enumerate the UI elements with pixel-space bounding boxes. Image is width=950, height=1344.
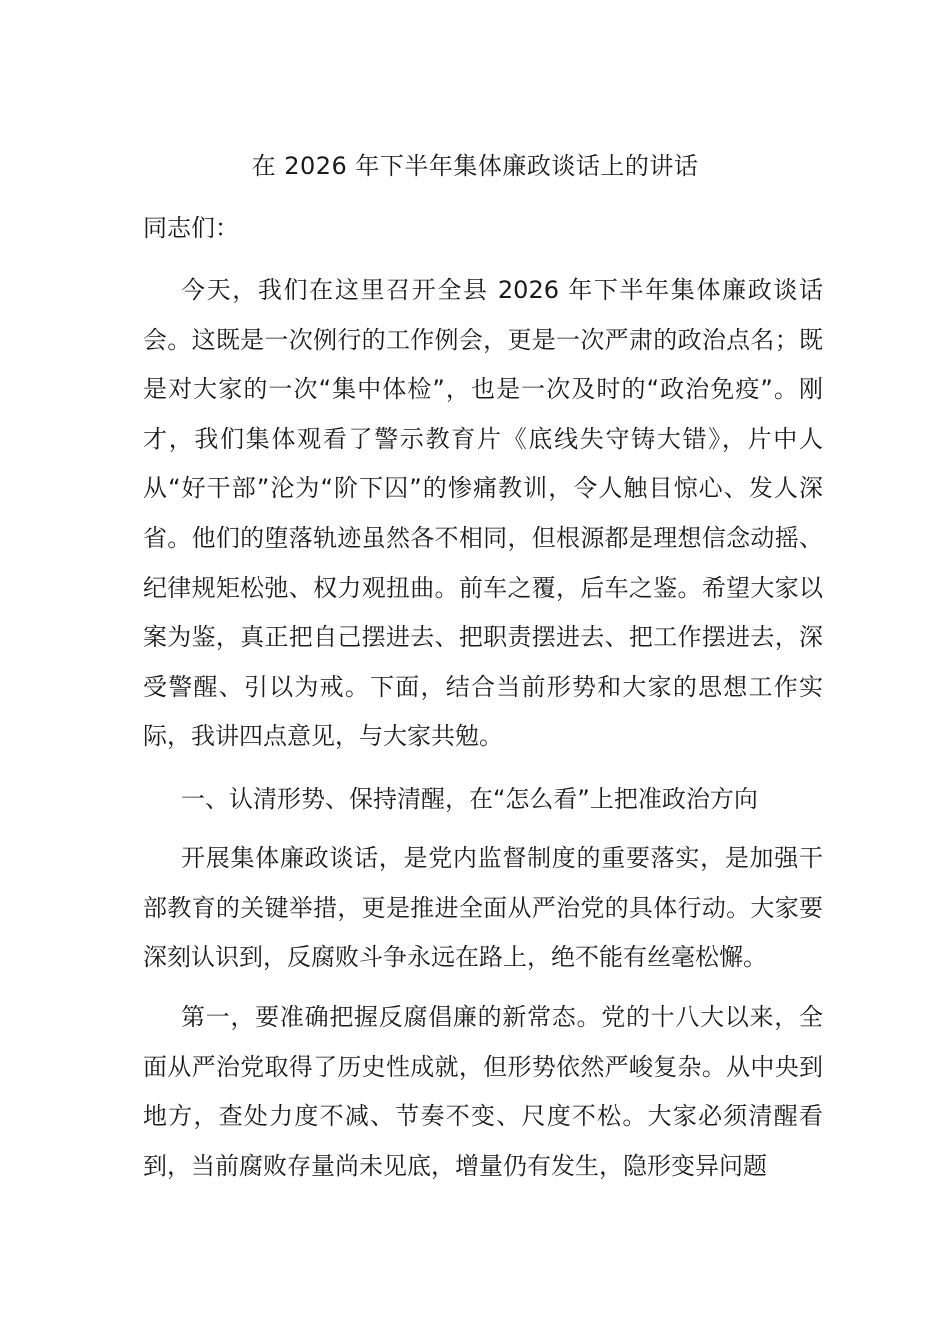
section-heading-1: 一、认清形势、保持清醒，在“怎么看”上把准政治方向 (181, 785, 758, 813)
paragraph-section-1: 开展集体廉政谈话，是党内监督制度的重要落实，是加强干部教育的关键举措，更是推进全面从严治党的具体行动。大家要深刻认识到，反腐败斗争永远在路上，绝不能有丝毫松懈。 (143, 844, 823, 972)
paragraph-intro: 今天，我们在这里召开全县 2026 年下半年集体廉政谈话会。这既是一次例行的工作例会，更是一次严肃的政治点名；既是对大家的一次“集中体检”，也是一次及时的“政治免疫”。刚才，我们集体观看了警示教育片《底线失守铸大错》，片中人从“好干部”沦为“阶下囚”的惨痛教训，令人触目惊心、发人深省。他们的堕落轨迹虽然各不相同，但根源都是理想信念动摇、纪律规矩松弛、权力观扭曲。前车之覆，后车之鉴。希望大家以案为鉴，真正把自己摆进去、把职责摆进去、把工作摆进去，深受警醒、引以为戒。下面，结合当前形势和大家的思想工作实际，我讲四点意见，与大家共勉。 (143, 276, 823, 751)
page-title: 在 2026 年下半年集体廉政谈话上的讲话 (251, 152, 699, 180)
paragraph-point-1: 第一，要准确把握反腐倡廉的新常态。党的十八大以来，全面从严治党取得了历史性成就，但形势依然严峻复杂。从中央到地方，查处力度不减、节奏不变、尺度不松。大家必须清醒看到，当前腐败存量尚未见底，增量仍有发生，隐形变异问题 (143, 1003, 823, 1180)
salutation: 同志们： (143, 214, 239, 242)
